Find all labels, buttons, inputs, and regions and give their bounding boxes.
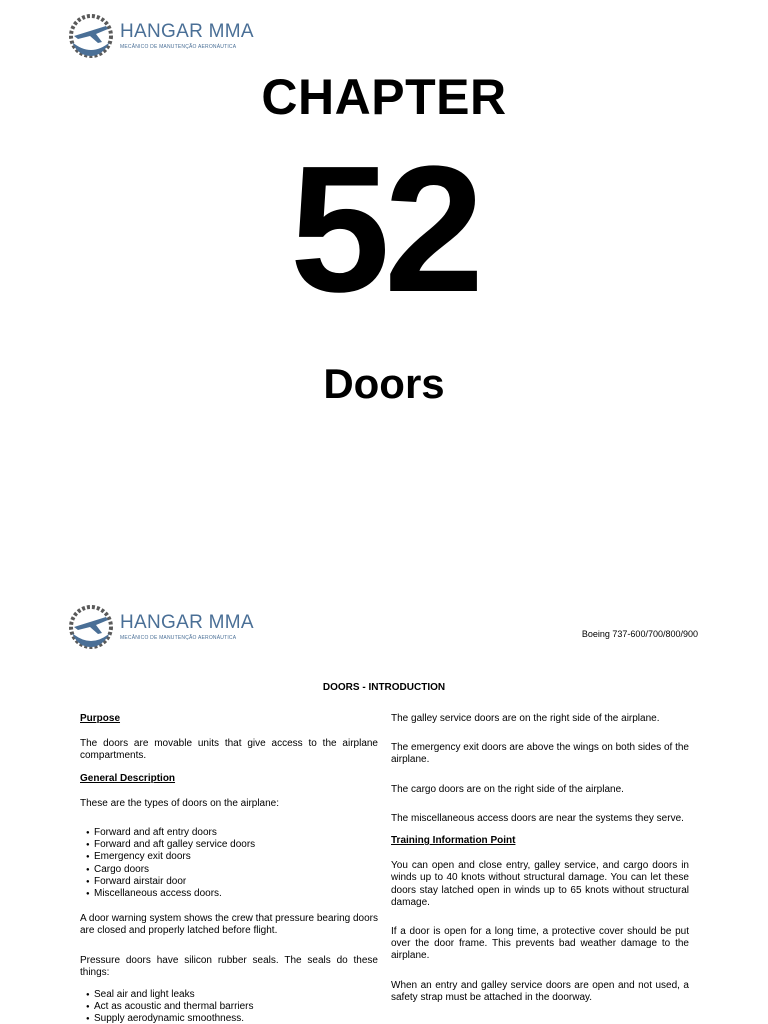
warning-text: A door warning system shows the crew that pressure bearing doors are closed and properly latched before flight. <box>80 913 378 937</box>
hangar-mma-logo-top <box>66 12 254 60</box>
list-item: ● Forward airstair door <box>86 876 378 888</box>
general-description-heading: General Description <box>80 772 176 784</box>
logo-name: HANGAR MMA <box>120 21 254 42</box>
safety-strap-text: When an entry and galley service doors are open and not used, a safety strap must be attached in the doorway. <box>391 979 689 1003</box>
purpose-text: The doors are movable units that give access to the airplane compartments. <box>80 738 378 762</box>
galley-doors-text: The galley service doors are on the right side of the airplane. <box>391 713 660 724</box>
logo-tagline: MECÂNICO DE MANUTENÇÃO AERONÁUTICA <box>120 635 237 641</box>
misc-doors-text: The miscellaneous access doors are near the systems they serve. <box>391 812 684 824</box>
list-item: ● Seal air and light leaks <box>86 989 378 1001</box>
door-types-list <box>80 827 378 900</box>
list-item: ● Supply aerodynamic smoothness. <box>86 1013 378 1024</box>
chapter-title: Doors <box>323 360 445 407</box>
hangar-mma-logo-page <box>66 603 254 651</box>
list-item: ● Cargo doors <box>86 864 378 876</box>
training-info-heading: Training Information Point <box>391 835 516 847</box>
door-types-intro: These are the types of doors on the airplane: <box>80 797 280 809</box>
chapter-number: 52 <box>289 129 479 330</box>
airplane-gear-logo-icon <box>66 603 116 651</box>
wind-limits-text: You can open and close entry, galley service, and cargo doors in winds up to 40 knots without structural damage. You can let these doors stay latched open in winds up to 65 knots without structural damage. <box>391 860 689 908</box>
seals-intro: Pressure doors have silicon rubber seals. The seals do these things: <box>80 954 378 978</box>
right-column <box>391 713 689 1021</box>
purpose-heading: Purpose <box>80 713 121 724</box>
list-item: ● Emergency exit doors <box>86 851 378 863</box>
emergency-exit-text: The emergency exit doors are above the wings on both sides of the airplane. <box>391 742 689 766</box>
seal-functions-list <box>80 989 378 1024</box>
list-item: ● Miscellaneous access doors. <box>86 888 378 900</box>
logo-tagline: MECÂNICO DE MANUTENÇÃO AERONÁUTICA <box>120 44 237 50</box>
list-item: ● Forward and aft entry doors <box>86 827 378 839</box>
chapter-word: CHAPTER <box>261 69 507 125</box>
logo-name: HANGAR MMA <box>120 612 254 633</box>
list-item: ● Forward and aft galley service doors <box>86 839 378 851</box>
protective-cover-text: If a door is open for a long time, a protective cover should be put over the door frame. This prevents bad weather damage to the airplane. <box>391 926 689 962</box>
section-title: DOORS - INTRODUCTION <box>322 682 446 693</box>
left-column <box>80 713 378 1024</box>
airplane-gear-logo-icon <box>66 12 116 60</box>
list-item: ● Act as acoustic and thermal barriers <box>86 1001 378 1013</box>
cargo-doors-text: The cargo doors are on the right side of the airplane. <box>391 783 624 795</box>
aircraft-models: Boeing 737-600/700/800/900 <box>581 629 698 639</box>
